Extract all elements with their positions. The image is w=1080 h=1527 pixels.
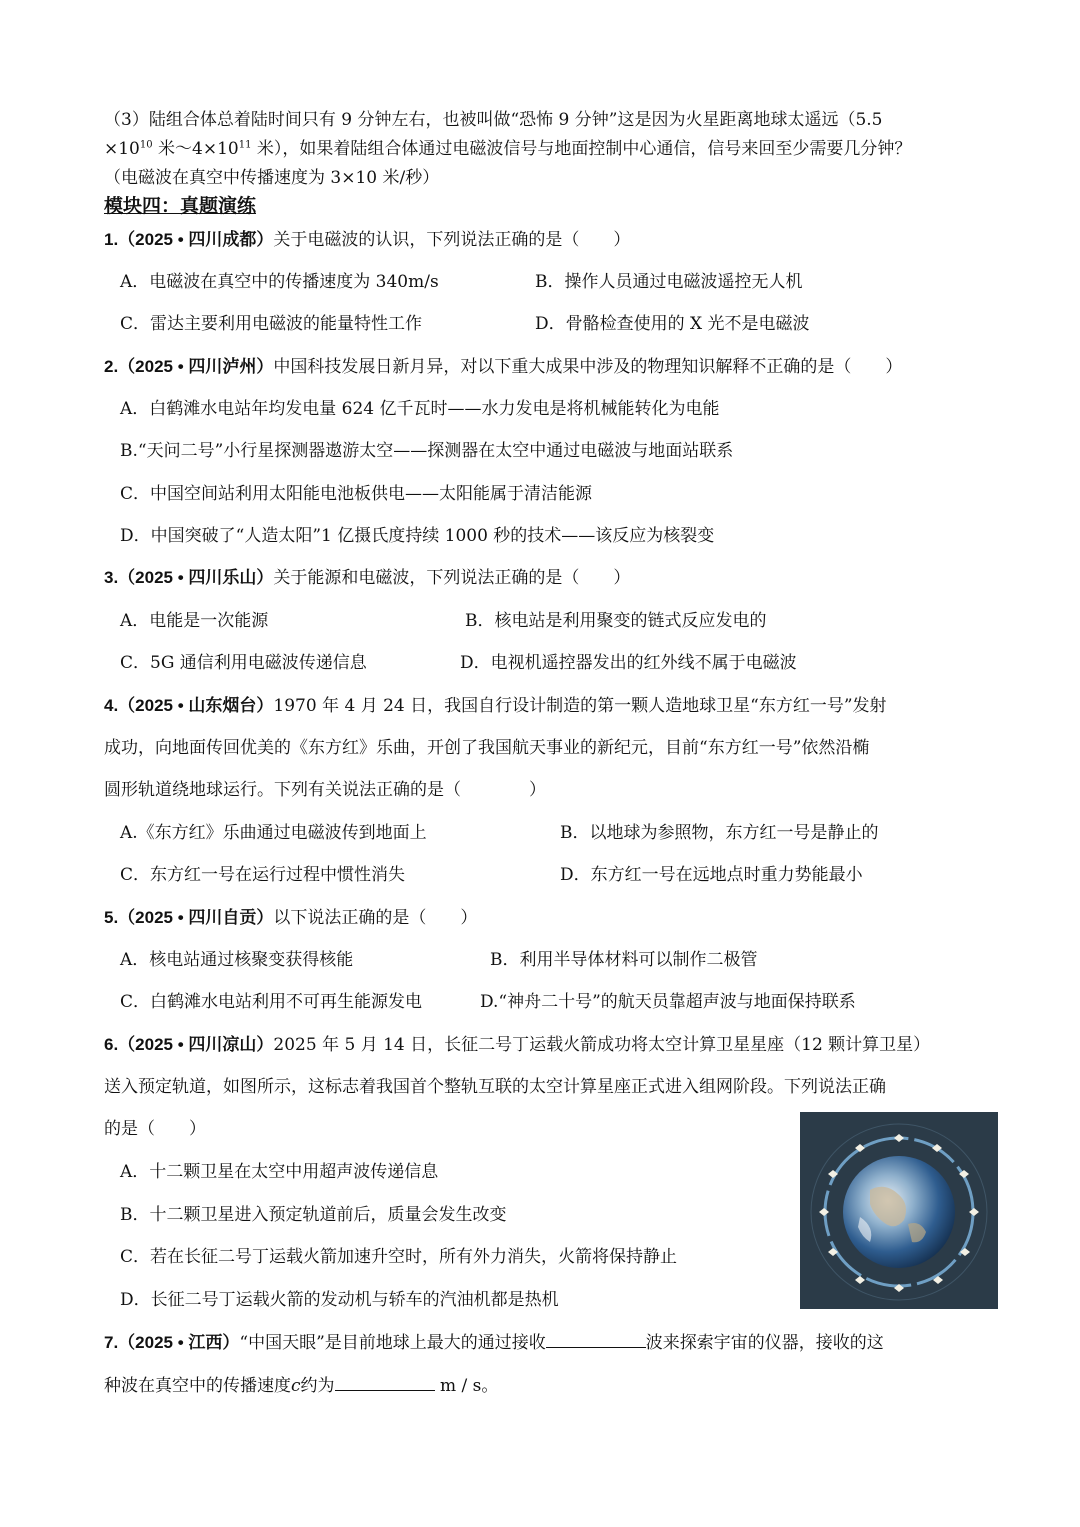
question-3-stem: 关于能源和电磁波，下列说法正确的是（ ） — [273, 568, 631, 588]
satellite-constellation-figure — [800, 1112, 998, 1309]
q1-option-c: C．雷达主要利用电磁波的能量特性工作 — [120, 314, 423, 334]
q6-option-c: C．若在长征二号丁运载火箭加速升空时，所有外力消失，火箭将保持静止 — [120, 1247, 678, 1267]
question-4-stem-2: 成功，向地面传回优美的《东方红》乐曲，开创了我国航天事业的新纪元，目前“东方红一号”依然沿椭 — [104, 738, 870, 758]
question-6-stem-1: 2025 年 5 月 14 日，长征二号丁运载火箭成功将太空计算卫星星座（12 颗计算卫星） — [273, 1035, 931, 1055]
q2-option-d: D．中国突破了“人造太阳”1 亿摄氏度持续 1000 秒的技术——该反应为核裂变 — [120, 526, 715, 546]
intro-line-2-c: 米），如果着陆组合体通过电磁波信号与地面控制中心通信，信号来回至少需要几分钟？ — [251, 139, 912, 159]
q2-option-c: C．中国空间站利用太阳能电池板供电——太阳能属于清洁能源 — [120, 484, 593, 504]
q5-option-c: C．白鹤滩水电站利用不可再生能源发电 — [120, 992, 423, 1012]
question-3 — [104, 566, 630, 590]
question-7-line-2 — [104, 1374, 498, 1398]
question-2 — [104, 355, 902, 379]
question-7-number: 7.（2025 • 江西） — [104, 1333, 240, 1352]
question-5-number: 5.（2025 • 四川自贡） — [104, 908, 274, 927]
section-title: 模块四：真题演练 — [104, 195, 257, 217]
q3-option-d: D．电视机遥控器发出的红外线不属于电磁波 — [460, 653, 797, 673]
question-3-number: 3.（2025 • 四川乐山） — [104, 568, 274, 587]
question-2-stem: 中国科技发展日新月异，对以下重大成果中涉及的物理知识解释不正确的是（ ） — [273, 357, 903, 377]
question-6-stem-3: 的是（ ） — [104, 1119, 206, 1139]
q1-option-d: D．骨骼检查使用的 X 光不是电磁波 — [535, 314, 810, 334]
question-7-stem-1a: “中国天眼”是目前地球上最大的通过接收 — [239, 1333, 546, 1353]
q6-option-a: A．十二颗卫星在太空中用超声波传递信息 — [120, 1162, 439, 1182]
question-4-number: 4.（2025 • 山东烟台） — [104, 696, 274, 715]
question-4 — [104, 694, 887, 718]
intro-line-3: （电磁波在真空中传播速度为 3×10 米/秒） — [104, 168, 440, 188]
q4-option-d: D．东方红一号在远地点时重力势能最小 — [560, 865, 863, 885]
question-4-stem-3: 圆形轨道绕地球运行。下列有关说法正确的是（ ） — [104, 780, 546, 800]
question-6 — [104, 1033, 930, 1057]
q2-option-a: A．白鹤滩水电站年均发电量 624 亿千瓦时——水力发电是将机械能转化为电能 — [120, 399, 720, 419]
question-4-stem-1: 1970 年 4 月 24 日，我国自行设计制造的第一颗人造地球卫星“东方红一号”发射 — [273, 696, 887, 716]
question-6-stem-2: 送入预定轨道，如图所示，这标志着我国首个整轨互联的太空计算星座正式进入组网阶段。下列说法正确 — [104, 1077, 886, 1097]
q3-option-b: B．核电站是利用聚变的链式反应发电的 — [465, 611, 767, 631]
intro-line-1: （3）陆组合体总着陆时间只有 9 分钟左右，也被叫做“恐怖 9 分钟”这是因为火星距离地球太遥远（5.5 — [104, 110, 883, 130]
q2-option-b: B.“天问二号”小行星探测器遨游太空——探测器在太空中通过电磁波与地面站联系 — [120, 441, 734, 461]
q4-option-b: B．以地球为参照物，东方红一号是静止的 — [560, 823, 879, 843]
q5-option-b: B．利用半导体材料可以制作二极管 — [490, 950, 758, 970]
answer-blank-2[interactable] — [335, 1374, 435, 1391]
question-7-stem-1b: 波来探索宇宙的仪器，接收的这 — [645, 1333, 884, 1353]
speed-symbol-c: c — [291, 1376, 301, 1396]
q6-option-d: D．长征二号丁运载火箭的发动机与轿车的汽油机都是热机 — [120, 1290, 559, 1310]
q1-option-b: B．操作人员通过电磁波遥控无人机 — [535, 272, 803, 292]
q3-option-a: A．电能是一次能源 — [120, 611, 269, 631]
q4-option-a: A.《东方红》乐曲通过电磁波传到地面上 — [120, 823, 427, 843]
q1-option-a: A．电磁波在真空中的传播速度为 340m/s — [120, 272, 439, 292]
exponent-10: 10 — [139, 139, 153, 151]
intro-line-2-b: 米～4×10 — [152, 139, 239, 159]
question-2-number: 2.（2025 • 四川泸州） — [104, 357, 274, 376]
question-1 — [104, 228, 630, 252]
question-5-stem: 以下说法正确的是（ ） — [273, 908, 478, 928]
question-7-unit: m / s。 — [439, 1376, 499, 1396]
q3-option-c: C．5G 通信利用电磁波传递信息 — [120, 653, 367, 673]
question-7 — [104, 1331, 884, 1355]
question-7-stem-2b: 约为 — [300, 1376, 335, 1396]
answer-blank-1[interactable] — [546, 1331, 646, 1348]
question-1-number: 1.（2025 • 四川成都） — [104, 230, 274, 249]
question-6-number: 6.（2025 • 四川凉山） — [104, 1035, 274, 1054]
intro-line-2 — [104, 137, 911, 161]
q5-option-a: A．核电站通过核聚变获得核能 — [120, 950, 354, 970]
intro-line-2-a: ×10 — [104, 139, 140, 159]
question-1-stem: 关于电磁波的认识，下列说法正确的是（ ） — [273, 230, 631, 250]
exponent-11: 11 — [238, 139, 252, 151]
q4-option-c: C．东方红一号在运行过程中惯性消失 — [120, 865, 406, 885]
q6-option-b: B．十二颗卫星进入预定轨道前后，质量会发生改变 — [120, 1205, 507, 1225]
question-7-stem-2a: 种波在真空中的传播速度 — [104, 1376, 291, 1396]
question-5 — [104, 906, 477, 930]
q5-option-d: D.“神舟二十号”的航天员靠超声波与地面保持联系 — [480, 992, 856, 1012]
